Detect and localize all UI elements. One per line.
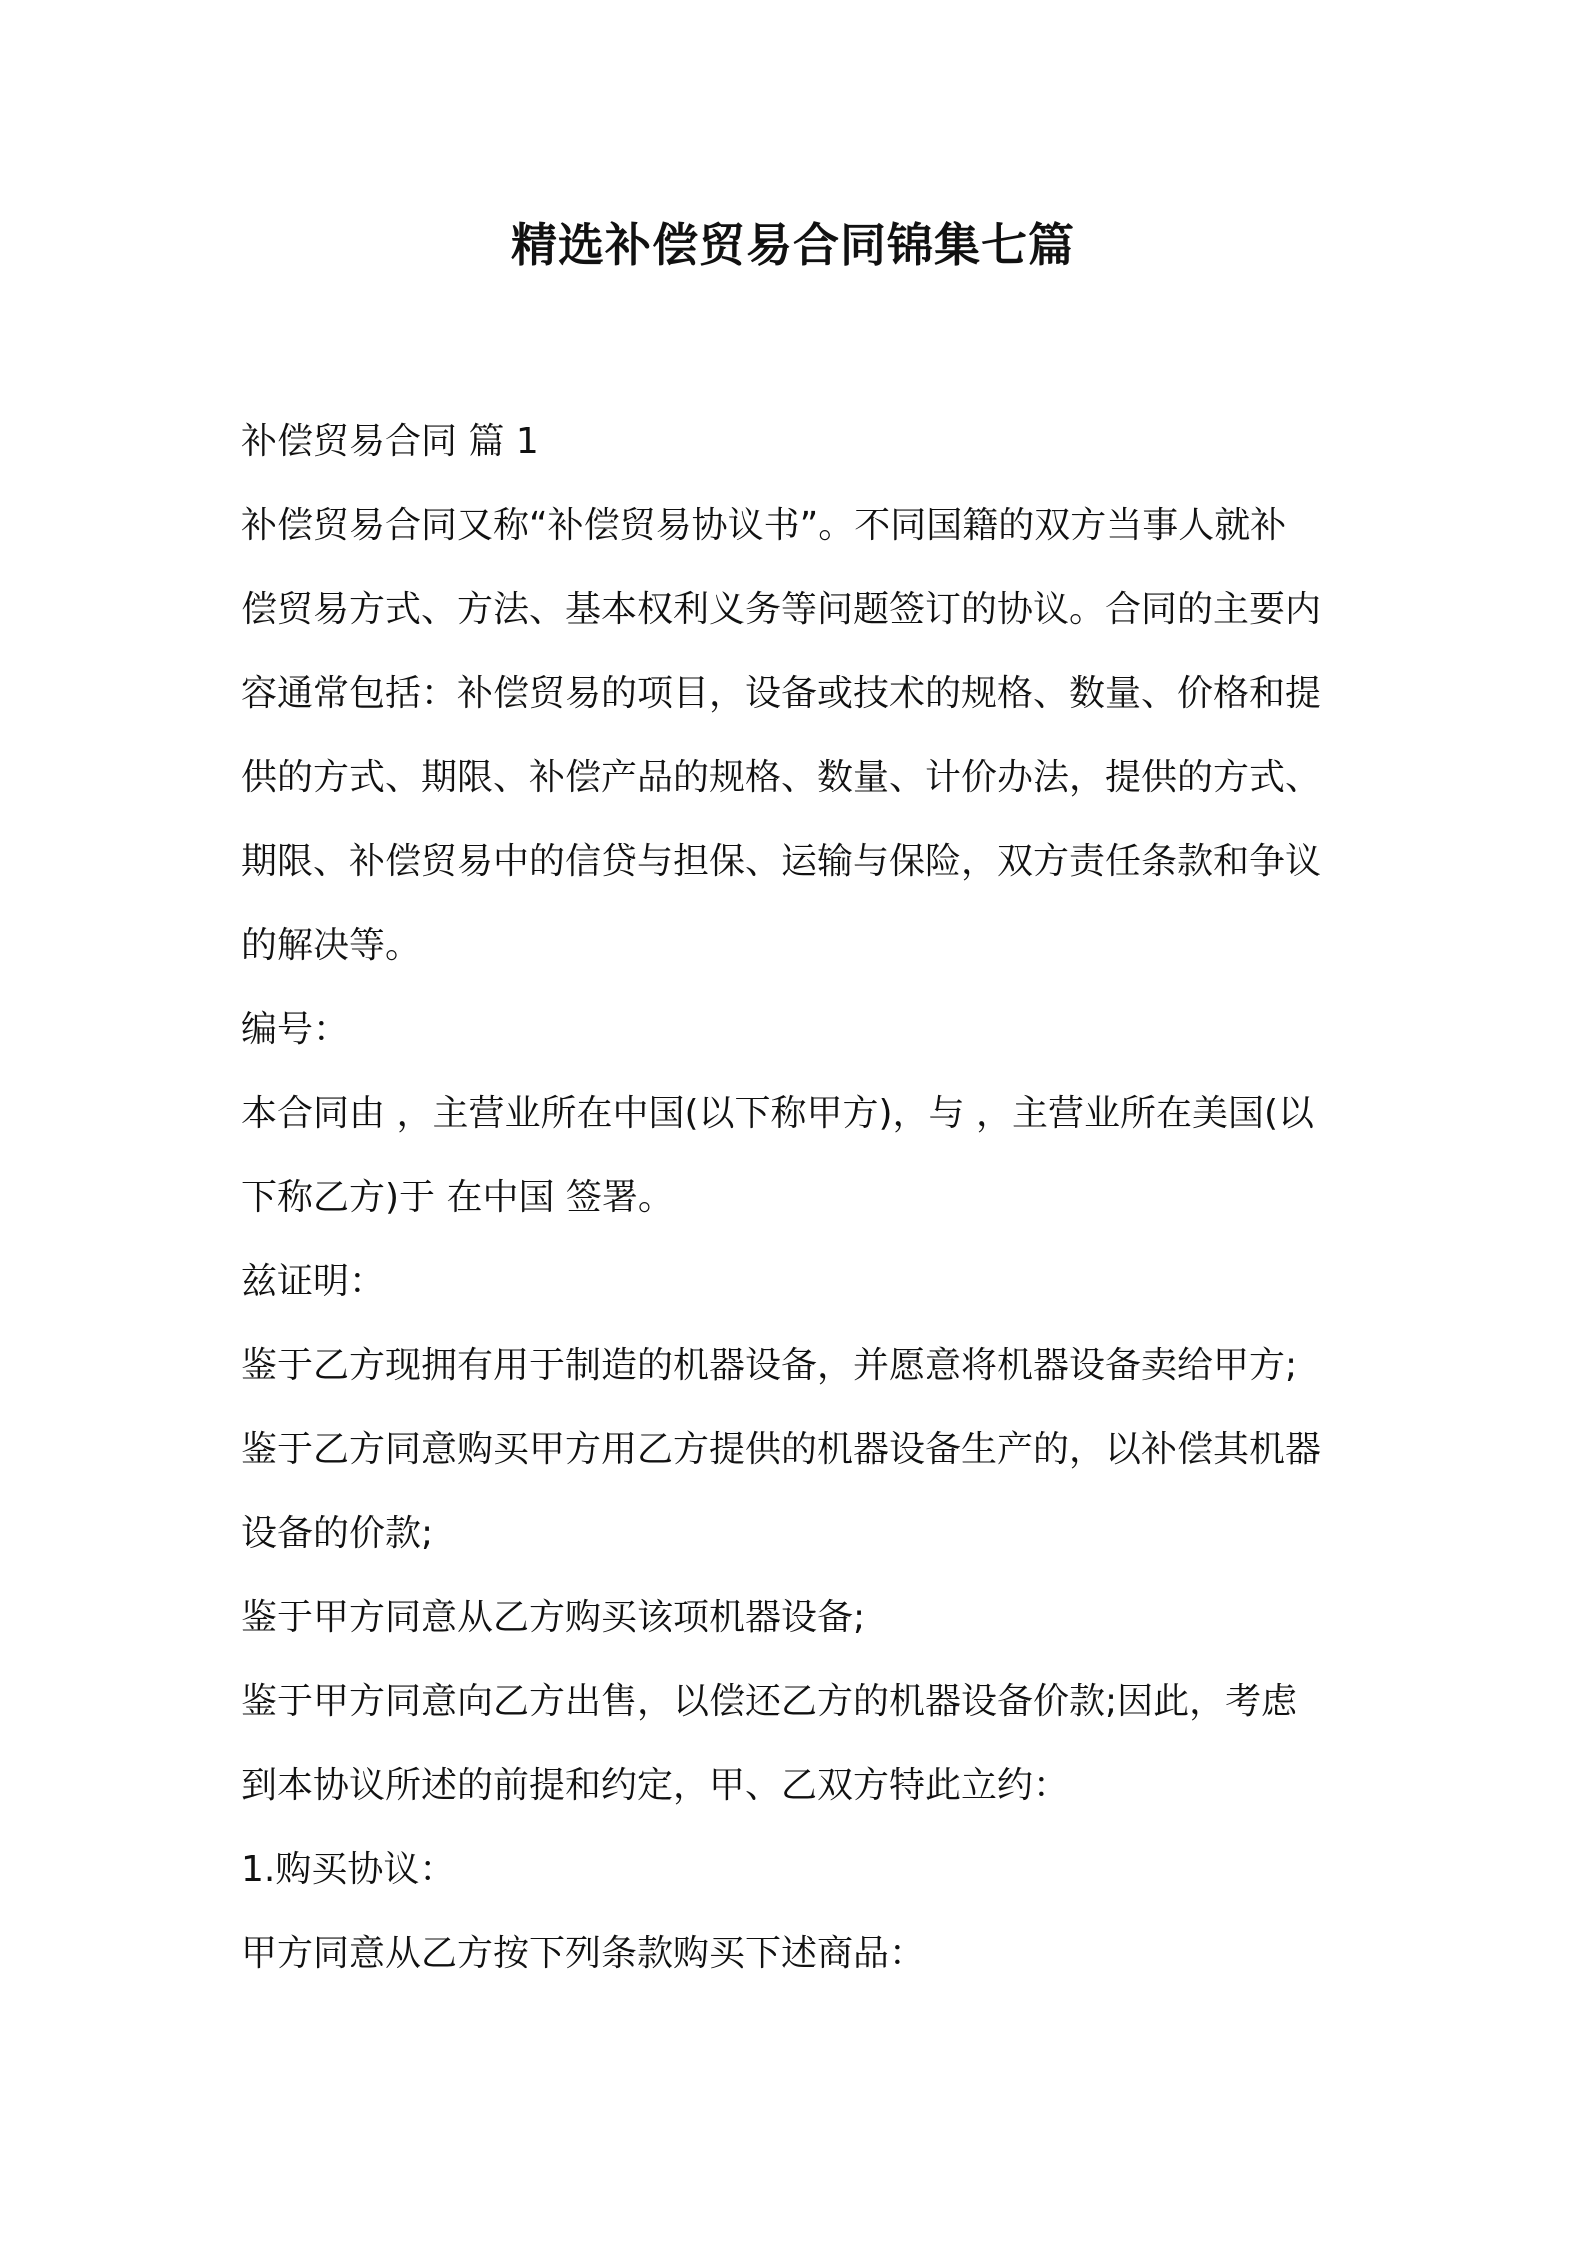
body-line: 补偿贸易合同又称“补偿贸易协议书”。不同国籍的双方当事人就补 — [241, 505, 1287, 546]
document-body — [241, 400, 1351, 1996]
body-line: 容通常包括：补偿贸易的项目，设备或技术的规格、数量、价格和提 — [241, 673, 1322, 714]
document-title: 精选补偿贸易合同锦集七篇 — [511, 218, 1075, 272]
body-line: 1.购买协议： — [241, 1849, 456, 1890]
section-heading: 补偿贸易合同 篇 1 — [241, 421, 539, 462]
body-line: 下称乙方)于 在中国 签署。 — [241, 1177, 674, 1218]
body-line: 本合同由 ，主营业所在中国(以下称甲方)，与 ，主营业所在美国(以 — [241, 1093, 1315, 1134]
body-line: 期限、补偿贸易中的信贷与担保、运输与保险，双方责任条款和争议 — [241, 841, 1322, 882]
body-line: 供的方式、期限、补偿产品的规格、数量、计价办法，提供的方式、 — [241, 757, 1322, 798]
body-line: 兹证明： — [241, 1261, 386, 1302]
body-line: 偿贸易方式、方法、基本权利义务等问题签订的协议。合同的主要内 — [241, 589, 1322, 630]
body-line: 鉴于乙方同意购买甲方用乙方提供的机器设备生产的，以补偿其机器 — [241, 1429, 1322, 1470]
body-line: 鉴于乙方现拥有用于制造的机器设备，并愿意将机器设备卖给甲方; — [241, 1345, 1298, 1386]
body-line: 设备的价款; — [241, 1513, 434, 1554]
body-line: 编号： — [241, 1009, 350, 1050]
body-line: 鉴于甲方同意从乙方购买该项机器设备; — [241, 1597, 866, 1638]
body-line: 鉴于甲方同意向乙方出售，以偿还乙方的机器设备价款;因此，考虑 — [241, 1681, 1298, 1722]
body-line: 到本协议所述的前提和约定，甲、乙双方特此立约： — [241, 1765, 1070, 1806]
body-line: 甲方同意从乙方按下列条款购买下述商品： — [241, 1933, 926, 1974]
body-line: 的解决等。 — [241, 925, 422, 966]
